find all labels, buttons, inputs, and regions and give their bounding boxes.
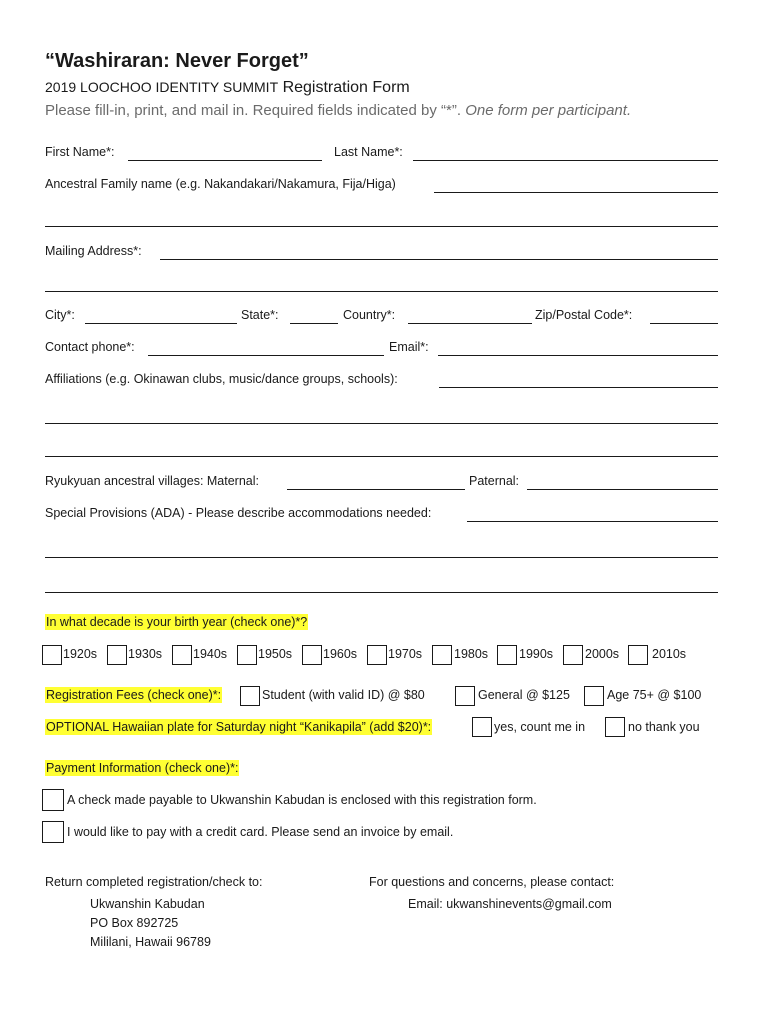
email-field[interactable] bbox=[438, 355, 718, 356]
fee-option-label: General @ $125 bbox=[478, 688, 570, 702]
mailing-address-field[interactable] bbox=[160, 259, 718, 260]
city-field[interactable] bbox=[85, 323, 237, 324]
questions-label: For questions and concerns, please contact: bbox=[369, 875, 615, 889]
country-label: Country*: bbox=[343, 308, 396, 322]
decade-question-text: In what decade is your birth year (check one)*? bbox=[46, 615, 308, 629]
ancestral-family-field-line2[interactable] bbox=[45, 226, 718, 227]
villages-paternal-field[interactable] bbox=[527, 489, 718, 490]
form-title: “Washiraran: Never Forget” bbox=[45, 50, 309, 72]
decade-checkbox-1950s[interactable] bbox=[237, 645, 257, 665]
decade-checkbox-2000s[interactable] bbox=[563, 645, 583, 665]
plate-checkbox-yes[interactable] bbox=[472, 717, 492, 737]
return-address-line: PO Box 892725 bbox=[90, 916, 179, 930]
affiliations-field-line2[interactable] bbox=[45, 423, 718, 424]
decade-option-label: 2010s bbox=[652, 647, 687, 661]
email-label: Email*: bbox=[389, 340, 429, 354]
decade-option-label: 1920s bbox=[63, 647, 98, 661]
plate-option-label: no thank you bbox=[628, 720, 700, 734]
first-name-field[interactable] bbox=[128, 160, 322, 161]
fees-label-text: Registration Fees (check one)*: bbox=[46, 688, 222, 702]
decade-option-label: 1960s bbox=[323, 647, 358, 661]
form-instructions bbox=[45, 102, 631, 119]
decade-option-label: 2000s bbox=[585, 647, 620, 661]
fee-option-label: Age 75+ @ $100 bbox=[607, 688, 702, 702]
decade-option-label: 1990s bbox=[519, 647, 554, 661]
state-field[interactable] bbox=[290, 323, 338, 324]
special-provisions-field-line3[interactable] bbox=[45, 592, 718, 593]
special-provisions-label: Special Provisions (ADA) - Please describe accommodations needed: bbox=[45, 506, 432, 520]
payment-label bbox=[45, 761, 239, 775]
plate-label bbox=[45, 720, 432, 734]
decade-option-label: 1970s bbox=[388, 647, 423, 661]
decade-question bbox=[45, 615, 308, 629]
payment-checkbox-credit-card[interactable] bbox=[42, 821, 64, 843]
decade-checkbox-1930s[interactable] bbox=[107, 645, 127, 665]
form-subtitle bbox=[45, 79, 410, 97]
affiliations-field-line3[interactable] bbox=[45, 456, 718, 457]
decade-checkbox-2010s[interactable] bbox=[628, 645, 648, 665]
plate-label-text: OPTIONAL Hawaiian plate for Saturday night “Kanikapila” (add $20)*: bbox=[46, 720, 432, 734]
return-address-line: Mililani, Hawaii 96789 bbox=[90, 935, 211, 949]
city-label: City*: bbox=[45, 308, 75, 322]
decade-option-label: 1940s bbox=[193, 647, 228, 661]
fees-label bbox=[45, 688, 222, 702]
payment-option-label: I would like to pay with a credit card. Please send an invoice by email. bbox=[67, 825, 454, 839]
state-label: State*: bbox=[241, 308, 279, 322]
first-name-label: First Name*: bbox=[45, 145, 115, 159]
decade-checkbox-1990s[interactable] bbox=[497, 645, 517, 665]
country-field[interactable] bbox=[408, 323, 532, 324]
decade-checkbox-1980s[interactable] bbox=[432, 645, 452, 665]
mailing-address-field-line2[interactable] bbox=[45, 291, 718, 292]
contact-email: Email: ukwanshinevents@gmail.com bbox=[408, 897, 612, 911]
zip-field[interactable] bbox=[650, 323, 718, 324]
subtitle-rest: Registration Form bbox=[278, 79, 410, 96]
payment-label-text: Payment Information (check one)*: bbox=[46, 761, 239, 775]
instructions-text: Please fill-in, print, and mail in. Required fields indicated by “*”. bbox=[45, 102, 462, 119]
decade-checkbox-1940s[interactable] bbox=[172, 645, 192, 665]
decade-option-label: 1950s bbox=[258, 647, 293, 661]
return-label: Return completed registration/check to: bbox=[45, 875, 263, 889]
villages-maternal-field[interactable] bbox=[287, 489, 465, 490]
special-provisions-field-line2[interactable] bbox=[45, 557, 718, 558]
villages-paternal-label: Paternal: bbox=[469, 474, 520, 488]
decade-checkbox-1960s[interactable] bbox=[302, 645, 322, 665]
phone-field[interactable] bbox=[148, 355, 384, 356]
ancestral-family-label: Ancestral Family name (e.g. Nakandakari/Nakamura, Fija/Higa) bbox=[45, 177, 396, 191]
phone-label: Contact phone*: bbox=[45, 340, 135, 354]
decade-checkbox-1920s[interactable] bbox=[42, 645, 62, 665]
instructions-italic: One form per participant. bbox=[465, 102, 632, 119]
fee-checkbox-age75[interactable] bbox=[584, 686, 604, 706]
plate-checkbox-no[interactable] bbox=[605, 717, 625, 737]
plate-option-label: yes, count me in bbox=[494, 720, 586, 734]
decade-checkbox-1970s[interactable] bbox=[367, 645, 387, 665]
zip-label: Zip/Postal Code*: bbox=[535, 308, 633, 322]
return-address-line: Ukwanshin Kabudan bbox=[90, 897, 205, 911]
fee-checkbox-general[interactable] bbox=[455, 686, 475, 706]
summit-name: 2019 LOOCHOO IDENTITY SUMMIT bbox=[45, 79, 279, 95]
fee-checkbox-student[interactable] bbox=[240, 686, 260, 706]
villages-maternal-label: Ryukyuan ancestral villages: Maternal: bbox=[45, 474, 259, 488]
payment-checkbox-check[interactable] bbox=[42, 789, 64, 811]
affiliations-field[interactable] bbox=[439, 387, 718, 388]
special-provisions-field[interactable] bbox=[467, 521, 718, 522]
affiliations-label: Affiliations (e.g. Okinawan clubs, music/dance groups, schools): bbox=[45, 372, 398, 386]
decade-option-label: 1980s bbox=[454, 647, 489, 661]
payment-option-label: A check made payable to Ukwanshin Kabudan is enclosed with this registration form. bbox=[67, 793, 537, 807]
last-name-field[interactable] bbox=[413, 160, 718, 161]
last-name-label: Last Name*: bbox=[334, 145, 403, 159]
decade-option-label: 1930s bbox=[128, 647, 163, 661]
mailing-address-label: Mailing Address*: bbox=[45, 244, 142, 258]
fee-option-label: Student (with valid ID) @ $80 bbox=[262, 688, 425, 702]
ancestral-family-field[interactable] bbox=[434, 192, 718, 193]
